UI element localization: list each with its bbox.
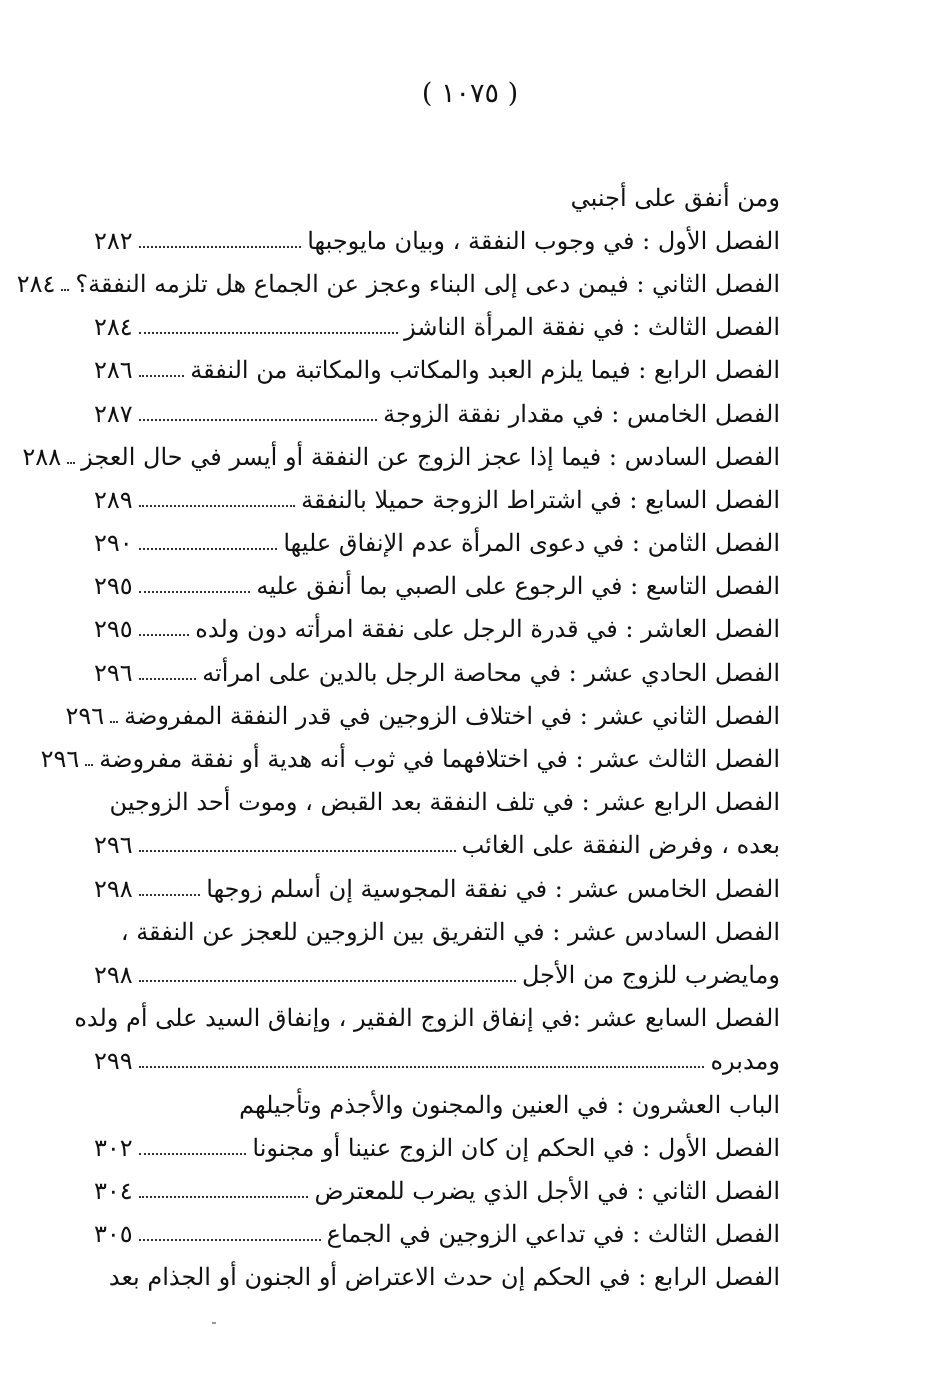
toc-entry-page: ٢٩٩ — [94, 1047, 133, 1076]
toc-entry-title: الفصل الثاني : في الأجل الذي يضرب للمعترض — [314, 1176, 780, 1205]
leader-dots — [85, 764, 93, 766]
toc-entry-page: ٢٨٨ — [22, 442, 62, 471]
toc-entry-title: الفصل الأول : في وجوب النفقة ، وبيان مايوجبها — [307, 226, 780, 255]
toc-entry-title: الفصل الخامس عشر : في نفقة المجوسية إن أسلم زوجها — [206, 874, 780, 903]
toc-entry — [94, 1169, 780, 1212]
toc-entry — [94, 219, 780, 262]
toc-entry-title: ومدبره — [710, 1047, 780, 1076]
toc-entry — [94, 1256, 780, 1299]
toc-entry-page: ٢٩٨ — [94, 874, 133, 903]
toc-entry-page: ٣٠٤ — [94, 1176, 133, 1205]
toc-entry-title: الفصل الثالث : في تداعي الزوجين في الجماع — [326, 1220, 780, 1249]
toc-entry-page: ٢٨٩ — [94, 485, 133, 514]
leader-dots — [139, 894, 201, 896]
toc-entry-page: ٢٩٦ — [65, 701, 105, 730]
toc-entry — [16, 262, 780, 305]
toc-entry-title: الفصل الثاني : فيمن دعى إلى البناء وعجز عن الجماع هل تلزمه النفقة؟ — [75, 269, 780, 298]
toc-entry-title: الفصل السابع : في اشتراط الزوجة حميلا بالنفقة — [301, 485, 780, 514]
toc-entry — [94, 910, 780, 953]
toc-entry — [94, 522, 780, 565]
toc-entry-title: الفصل التاسع : في الرجوع على الصبي بما أنفق عليه — [256, 572, 780, 601]
leader-dots — [139, 1196, 309, 1198]
toc-entry-title: ومايضرب للزوج من الأجل — [521, 960, 780, 989]
toc-entry-title: الباب العشرون : في العنين والمجنون والأجذم وتأجيلهم — [239, 1090, 780, 1119]
toc-entry-title: بعده ، وفرض النفقة على الغائب — [461, 831, 780, 860]
leader-dots — [67, 462, 75, 464]
toc-entry-title: الفصل العاشر : في قدرة الرجل على نفقة امرأته دون ولده — [195, 615, 780, 644]
toc-entry — [94, 1083, 780, 1126]
toc-entry-title: الفصل الثالث : في نفقة المرأة الناشز — [404, 313, 780, 342]
toc-entry — [94, 392, 780, 435]
leader-dots — [139, 419, 377, 421]
leader-dots — [61, 289, 69, 291]
toc-entry — [65, 694, 780, 737]
leader-dots — [139, 548, 278, 550]
toc-entry-title: الفصل السابع عشر :في إنفاق الزوج الفقير ، وإنفاق السيد على أم ولده — [74, 1004, 780, 1033]
page-number: ( ١٠٧٥ ) — [421, 78, 519, 109]
toc-entry — [94, 1126, 780, 1169]
toc-entry — [74, 997, 780, 1040]
leader-dots — [139, 1066, 705, 1068]
toc-entry-title: الفصل الرابع : فيما يلزم العبد والمكاتب والمكاتبة من النفقة — [190, 356, 780, 385]
toc-entry — [94, 1213, 780, 1256]
toc-entry — [40, 737, 780, 780]
toc-entry-title: الفصل الحادي عشر : في محاصة الرجل بالدين على امرأته — [202, 658, 780, 687]
toc-entry — [94, 781, 780, 824]
toc-entry-title: الفصل الأول : في الحكم إن كان الزوج عنينا أو مجنونا — [252, 1133, 780, 1162]
toc-entry — [94, 608, 780, 651]
toc-entry — [94, 349, 780, 392]
toc-entry-title: الفصل الرابع : في الحكم إن حدث الاعتراض أو الجنون أو الجذام بعد — [108, 1263, 780, 1292]
leader-dots — [139, 1239, 321, 1241]
toc-entry — [94, 176, 780, 219]
toc-entry — [94, 867, 780, 910]
leader-dots — [139, 246, 302, 248]
toc-entry-page: ٢٨٤ — [16, 269, 56, 298]
toc-entry-page: ٣٠٥ — [94, 1220, 133, 1249]
toc-entry-page: ٢٨٦ — [94, 356, 133, 385]
footer-mark — [212, 1322, 216, 1324]
toc-entry-page: ٢٨٤ — [94, 313, 133, 342]
toc-entry-title: الفصل الثامن : في دعوى المرأة عدم الإنفاق عليها — [283, 529, 780, 558]
toc-entry — [94, 651, 780, 694]
toc-entry-page: ٢٨٢ — [94, 226, 133, 255]
leader-dots — [139, 850, 456, 852]
leader-dots — [139, 634, 190, 636]
toc-entry-page: ٢٩٦ — [94, 831, 133, 860]
toc-entry — [94, 824, 780, 867]
toc-entry — [94, 565, 780, 608]
toc-entry — [94, 1040, 780, 1083]
toc-entry-page: ٢٨٧ — [94, 399, 133, 428]
leader-dots — [139, 1153, 247, 1155]
leader-dots — [139, 375, 185, 377]
toc-entry-title: الفصل الثاني عشر : في اختلاف الزوجين في قدر النفقة المفروضة — [124, 701, 780, 730]
toc-entry-page: ٢٩٨ — [94, 960, 133, 989]
toc-entry-title: الفصل الرابع عشر : في تلف النفقة بعد القبض ، وموت أحد الزوجين — [109, 788, 780, 817]
toc-entry-title: الفصل الخامس : في مقدار نفقة الزوجة — [383, 399, 780, 428]
toc-entry-title: الفصل الثالث عشر : في اختلافهما في ثوب أنه هدية أو نفقة مفروضة — [99, 745, 780, 774]
toc-entry-page: ٣٠٢ — [94, 1133, 133, 1162]
toc-entry — [94, 953, 780, 996]
toc-entry-title: ومن أنفق على أجنبي — [570, 183, 780, 212]
leader-dots — [139, 505, 295, 507]
leader-dots — [110, 721, 118, 723]
leader-dots — [139, 332, 398, 334]
toc-entry-page: ٢٩٦ — [40, 745, 80, 774]
toc-entry — [94, 478, 780, 521]
toc-entry-page: ٢٩٦ — [94, 658, 133, 687]
toc-entry-title: الفصل السادس : فيما إذا عجز الزوج عن النفقة أو أيسر في حال العجز — [81, 442, 780, 471]
toc-entry-title: الفصل السادس عشر : في التفريق بين الزوجين للعجز عن النفقة ، — [120, 917, 780, 946]
toc-entry — [22, 435, 780, 478]
toc-entry-page: ٢٩٥ — [94, 572, 133, 601]
leader-dots — [139, 980, 516, 982]
toc-entry-page: ٢٩٥ — [94, 615, 133, 644]
leader-dots — [139, 678, 197, 680]
toc-entry-page: ٢٩٠ — [94, 529, 133, 558]
leader-dots — [139, 591, 251, 593]
table-of-contents — [16, 176, 780, 1299]
toc-entry — [94, 306, 780, 349]
